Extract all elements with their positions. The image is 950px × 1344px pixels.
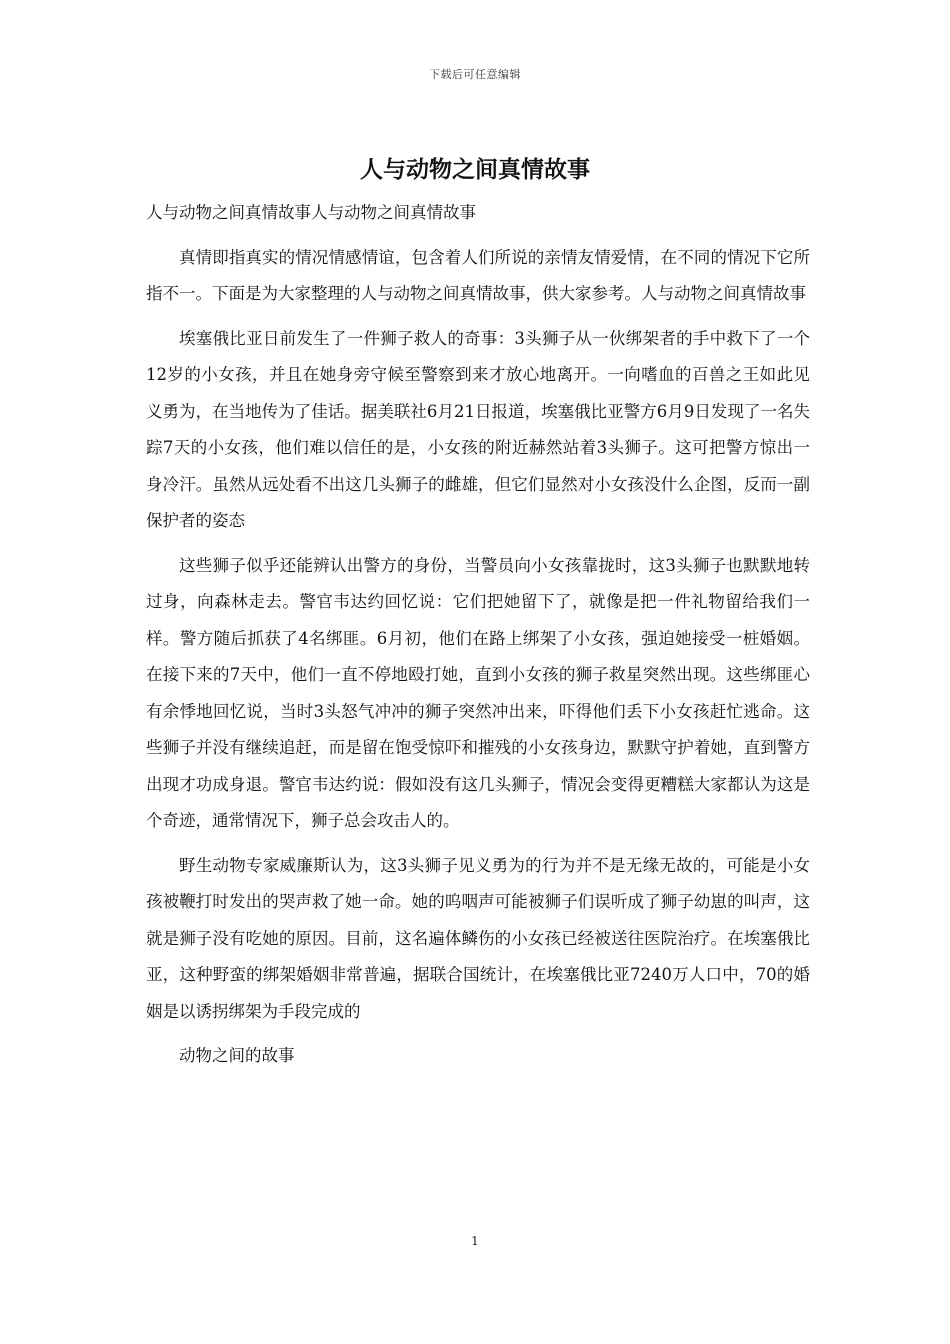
- section-heading: 动物之间的故事: [179, 1046, 295, 1065]
- document-title: 人与动物之间真情故事: [360, 156, 590, 183]
- page-number: 1: [471, 1234, 479, 1248]
- story-paragraph-3: 野生动物专家威廉斯认为，这3头狮子见义勇为的行为并不是无缘无故的，可能是小女孩被鞭打时发出的哭声救了她一命。她的呜咽声可能被狮子们误听成了狮子幼崽的叫声，这就是狮子没有吃她的原因。目前，这名遍体鳞伤的小女孩已经被送往医院治疗。在埃塞俄比亚，这种野蛮的绑架婚姻非常普遍，据联合国统计，在埃塞俄比亚7240万人口中，70的婚姻是以诱拐绑架为手段完成的: [146, 855, 810, 1021]
- subtitle-paragraph: 人与动物之间真情故事人与动物之间真情故事: [146, 203, 476, 222]
- intro-paragraph: 真情即指真实的情况情感情谊，包含着人们所说的亲情友情爱情，在不同的情况下它所指不一。下面是为大家整理的人与动物之间真情故事，供大家参考。人与动物之间真情故事: [146, 247, 810, 303]
- story-paragraph-1: 埃塞俄比亚日前发生了一件狮子救人的奇事：3头狮子从一伙绑架者的手中救下了一个12岁的小女孩，并且在她身旁守候至警察到来才放心地离开。一向嗜血的百兽之王如此见义勇为，在当地传为了佳话。据美联社6月21日报道，埃塞俄比亚警方6月9日发现了一名失踪7天的小女孩，他们难以信任的是，小女孩的附近赫然站着3头狮子。这可把警方惊出一身冷汗。虽然从远处看不出这几头狮子的雌雄，但它们显然对小女孩没什么企图，反而一副保护者的姿态: [146, 328, 810, 530]
- header-note: 下载后可任意编辑: [429, 68, 521, 81]
- document-body: [146, 195, 810, 1083]
- story-paragraph-2: 这些狮子似乎还能辨认出警方的身份，当警员向小女孩靠拢时，这3头狮子也默默地转过身，向森林走去。警官韦达约回忆说：它们把她留下了，就像是把一件礼物留给我们一样。警方随后抓获了4名绑匪。6月初，他们在路上绑架了小女孩，强迫她接受一桩婚姻。在接下来的7天中，他们一直不停地殴打她，直到小女孩的狮子救星突然出现。这些绑匪心有余悸地回忆说，当时3头怒气冲冲的狮子突然冲出来，吓得他们丢下小女孩赶忙逃命。这些狮子并没有继续追赶，而是留在饱受惊吓和摧残的小女孩身边，默默守护着她，直到警方出现才功成身退。警官韦达约说：假如没有这几头狮子，情况会变得更糟糕大家都认为这是个奇迹，通常情况下，狮子总会攻击人的。: [146, 555, 810, 830]
